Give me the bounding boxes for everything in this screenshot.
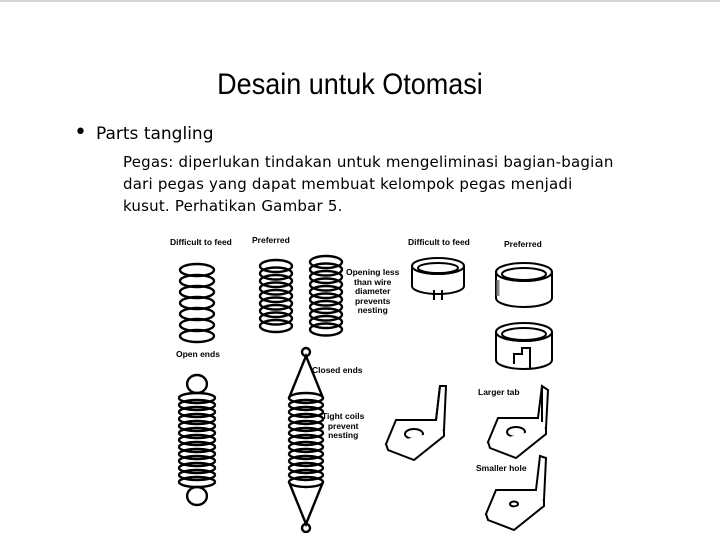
label-difficult-to-feed-1: Difficult to feed (170, 237, 232, 247)
label-larger-tab: Larger tab (478, 387, 520, 397)
ring-preferred (496, 263, 552, 307)
tab-part-difficult (386, 386, 446, 460)
spring-open-coil (180, 264, 214, 342)
spring-closed-ends (289, 348, 323, 532)
spring-open-ends (179, 375, 215, 505)
split-ring-difficult (412, 258, 464, 300)
slide-title: Desain untuk Otomasi (217, 68, 483, 101)
spring-preferred-b (310, 256, 342, 336)
label-preferred-2: Preferred (504, 239, 542, 249)
label-preferred-1: Preferred (252, 235, 290, 245)
label-tight-coils-note: Tight coils prevent nesting (322, 411, 365, 440)
bullet-heading: Parts tangling (96, 124, 214, 144)
ring-preferred-stepped (496, 323, 552, 369)
label-opening-note: Opening less than wire diameter prevents nesting (346, 267, 400, 315)
spring-preferred-a (260, 260, 292, 332)
figure-5 (150, 228, 570, 533)
top-divider (0, 0, 720, 2)
label-closed-ends: Closed ends (312, 365, 363, 375)
paragraph (123, 151, 663, 217)
bullet-icon: • (74, 120, 87, 145)
label-smaller-hole: Smaller hole (476, 463, 527, 473)
paragraph-line: Pegas: diperlukan tindakan untuk mengeliminasi bagian-bagian (123, 153, 614, 171)
paragraph-line: dari pegas yang dapat membuat kelompok pegas menjadi (123, 175, 573, 193)
label-open-ends: Open ends (176, 349, 220, 359)
label-difficult-to-feed-2: Difficult to feed (408, 237, 470, 247)
paragraph-line: kusut. Perhatikan Gambar 5. (123, 197, 343, 215)
